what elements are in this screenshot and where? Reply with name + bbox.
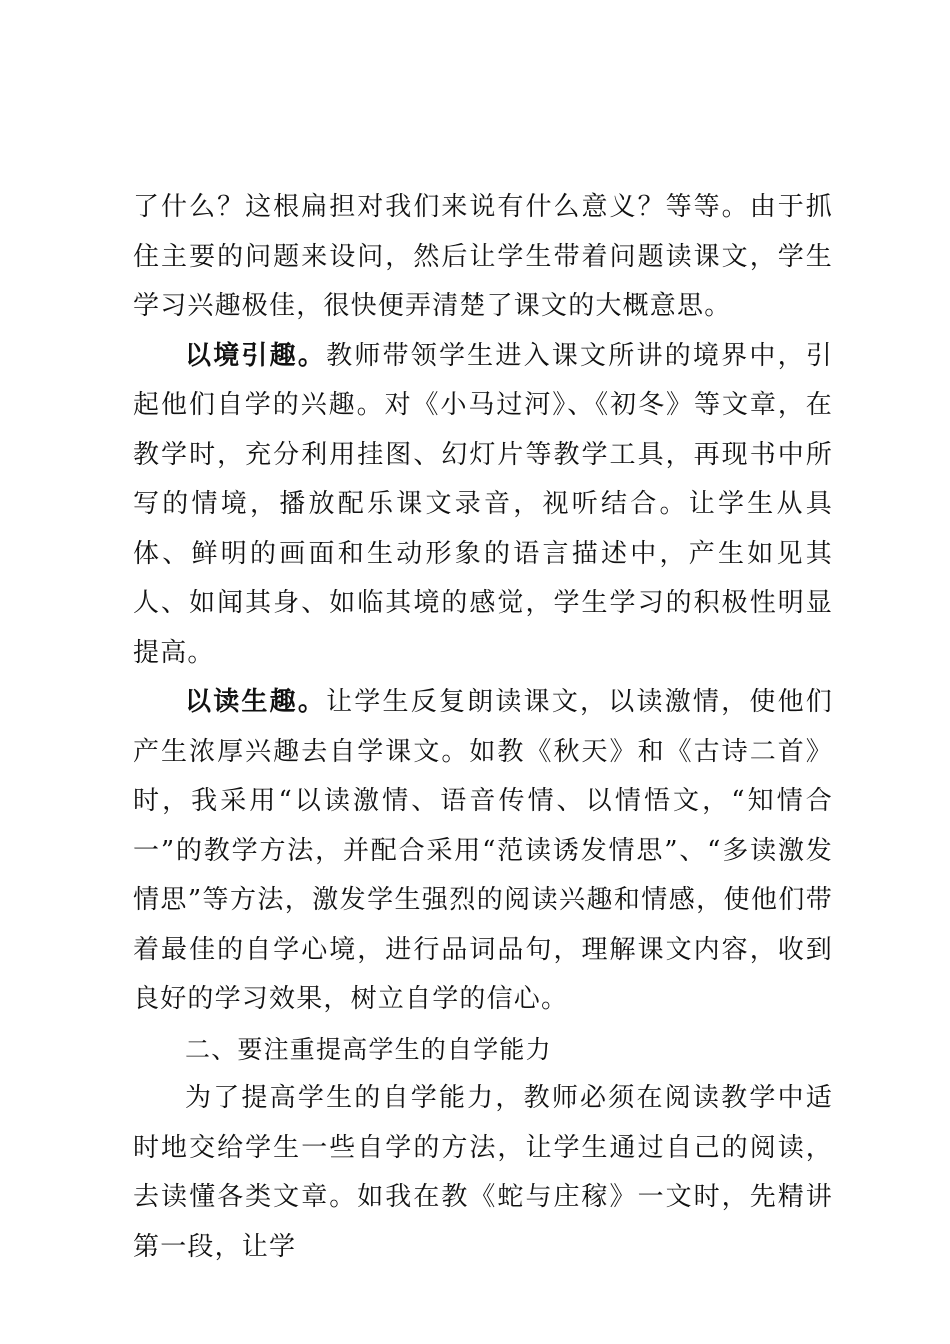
document-body — [133, 183, 833, 1272]
paragraph-scene-interest — [133, 332, 833, 679]
paragraph-section-intro — [133, 1074, 833, 1272]
paragraph-lead: 以读生趣。 — [185, 687, 327, 717]
paragraph-text: 了什么？这根扁担对我们来说有什么意义？等等。由于抓住主要的问题来设问，然后让学生带着问题读课文，学生学习兴趣极佳，很快便弄清楚了课文的大概意思。 — [133, 192, 833, 321]
paragraph-reading-interest — [133, 678, 833, 1025]
paragraph-lead: 以境引趣。 — [185, 340, 327, 371]
paragraph-text: 为了提高学生的自学能力，教师必须在阅读教学中适时地交给学生一些自学的方法，让学生通过自己的阅读，去读懂各类文章。如我在教《蛇与庄稼》一文时，先精讲第一段，让学 — [133, 1083, 833, 1262]
paragraph-continuation — [133, 183, 833, 332]
paragraph-text: 让学生反复朗读课文，以读激情，使他们产生浓厚兴趣去自学课文。如教《秋天》和《古诗二首》时，我采用“以读激情、语音传情、以情悟文，“知情合一”的教学方法，并配合采用“范读诱发情思”、“多读激发情思”等方法，激发学生强烈的阅读兴趣和情感，使他们带着最佳的自学心境，进行品词品句，理解课文内容，收到良好的学习效果，树立自学的信心。 — [133, 687, 833, 1014]
paragraph-text: 教师带领学生进入课文所讲的境界中，引起他们自学的兴趣。对《小马过河》、《初冬》等文章，在教学时，充分利用挂图、幻灯片等教学工具，再现书中所写的情境，播放配乐课文录音，视听结合。让学生从具体、鲜明的画面和生动形象的语言描述中，产生如见其人、如闻其身、如临其境的感觉，学生学习的积极性明显提高。 — [133, 340, 833, 668]
section-heading: 二、要注重提高学生的自学能力 — [185, 1034, 552, 1064]
